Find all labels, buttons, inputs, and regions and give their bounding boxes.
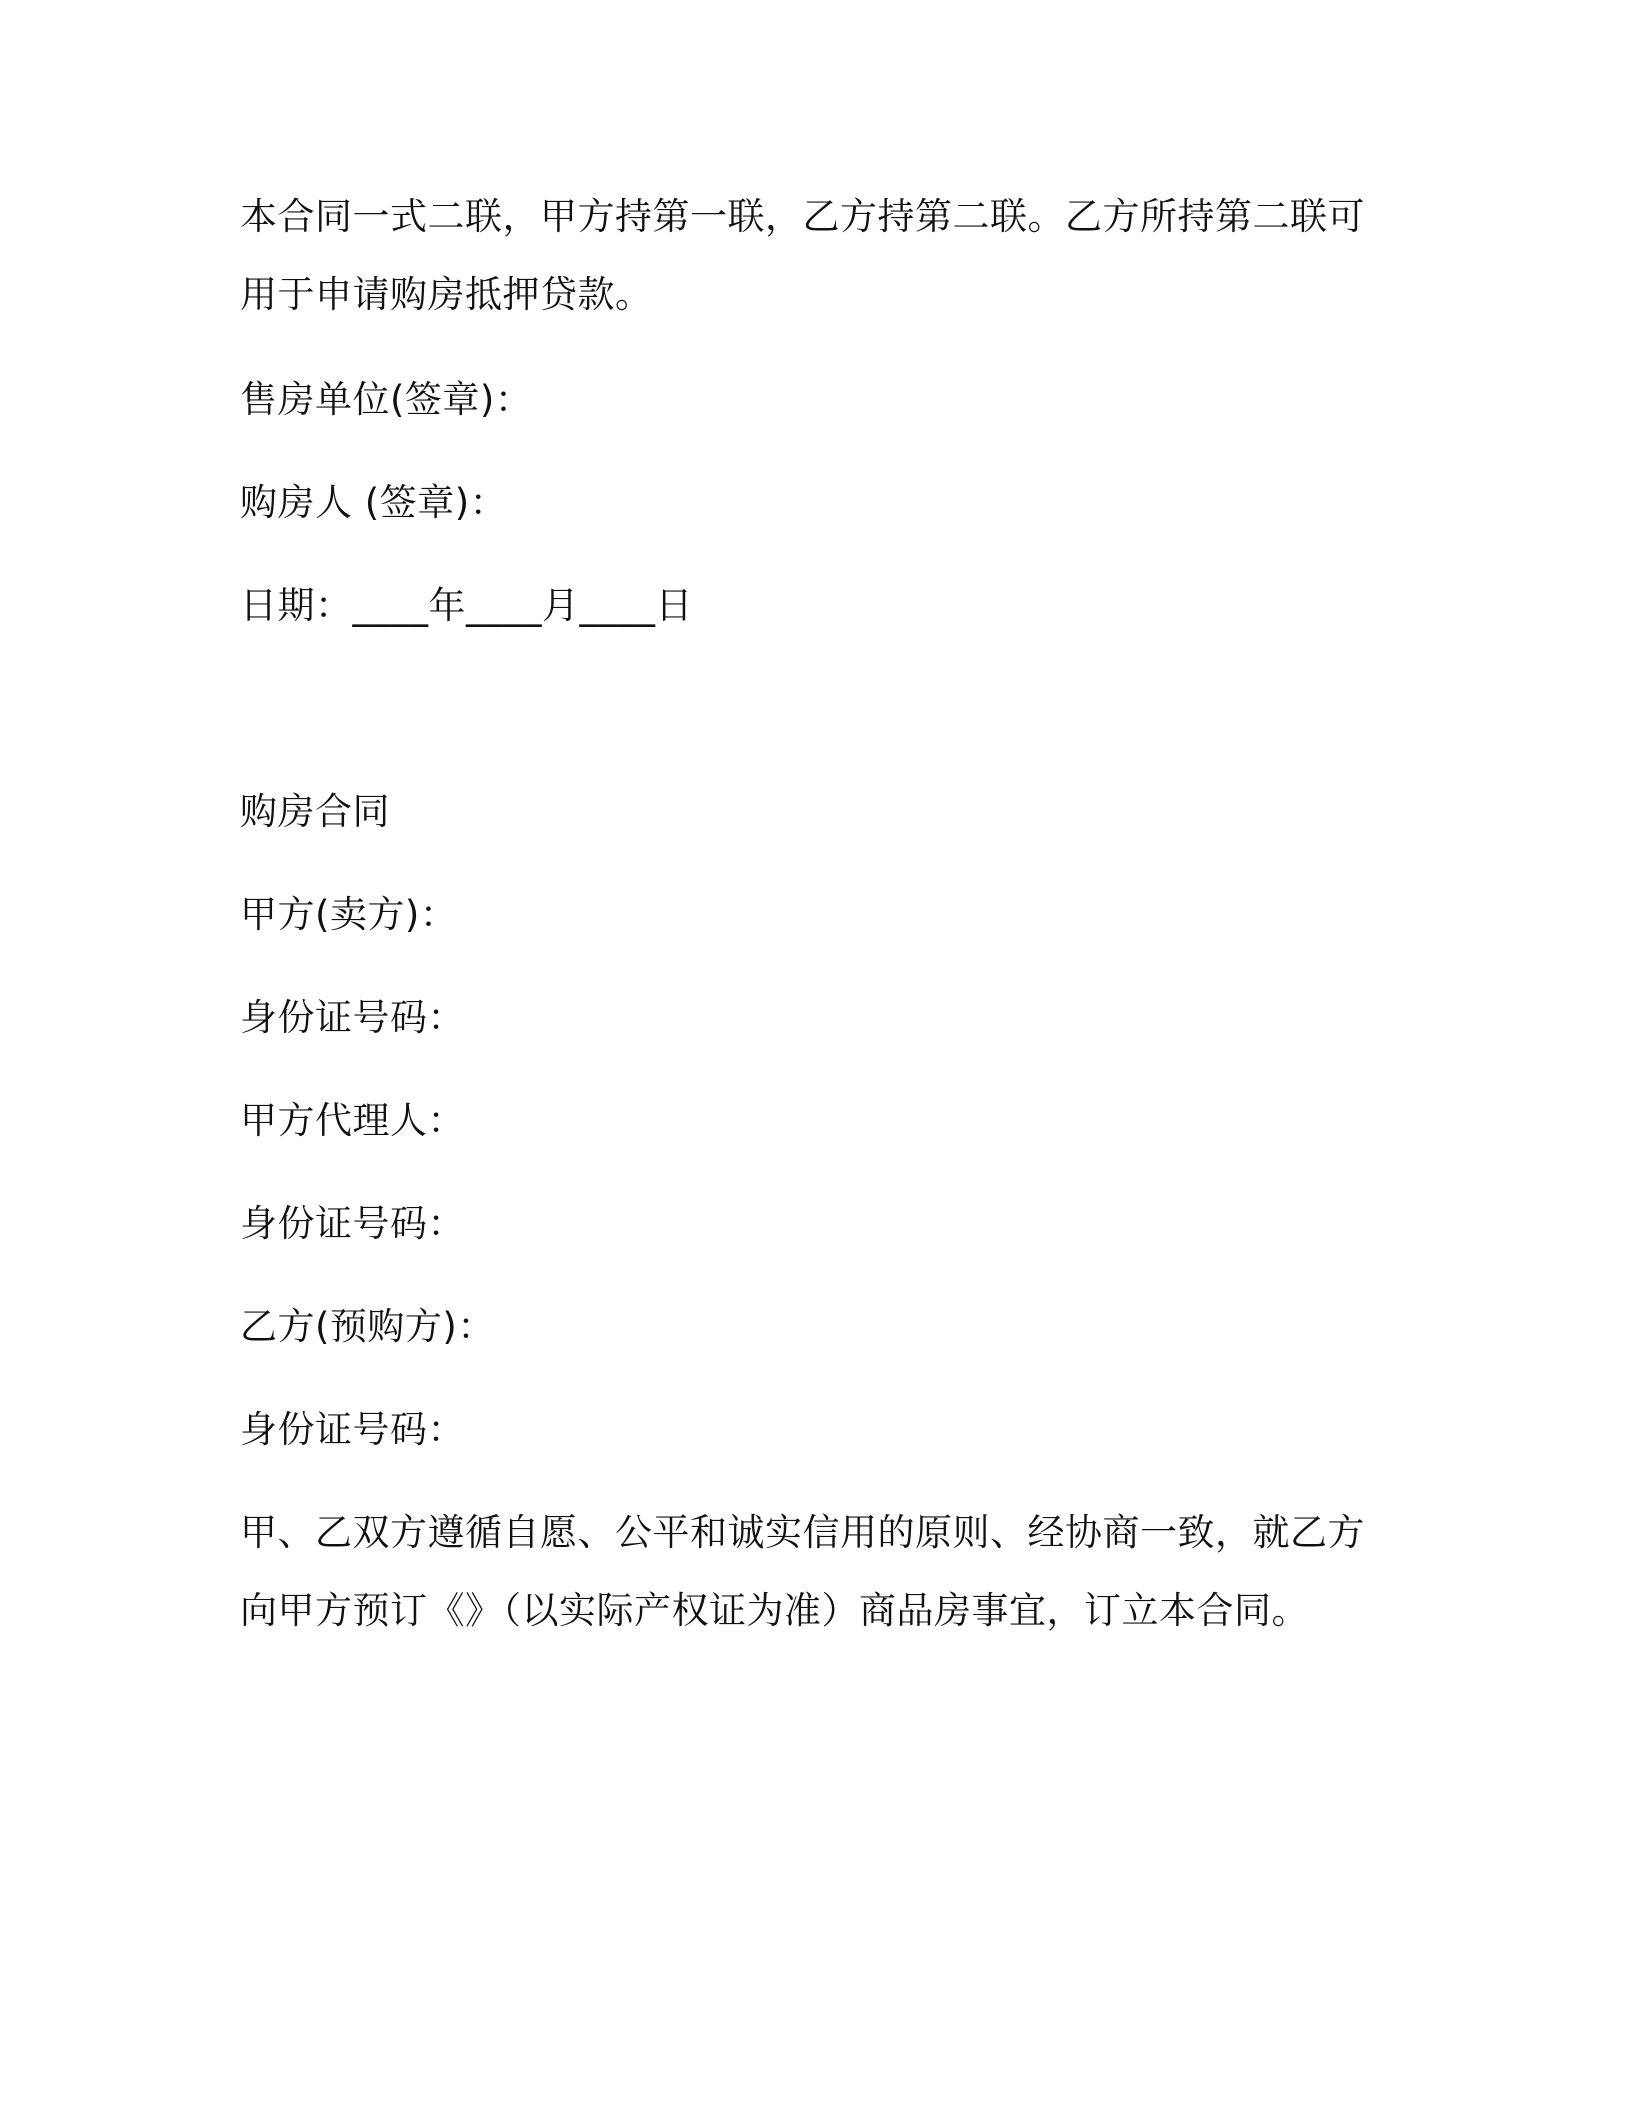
copies-clause-line-1: 本合同一式二联，甲方持第一联，乙方持第二联。乙方所持第二联可 — [240, 195, 1365, 238]
party-a-id-label: 身份证号码： — [240, 996, 465, 1039]
date-line: 日期：____年____月____日 — [240, 584, 693, 627]
buyer-signature-label: 购房人 (签章)： — [240, 481, 508, 524]
party-b-label: 乙方(预购方)： — [240, 1305, 495, 1348]
party-a-agent-label: 甲方代理人： — [240, 1099, 465, 1142]
copies-clause — [240, 178, 1380, 334]
agreement-clause-line-1: 甲、乙双方遵循自愿、公平和诚实信用的原则、经协商一致，就乙方 — [240, 1511, 1365, 1554]
party-a-agent-id-label: 身份证号码： — [240, 1202, 465, 1245]
party-b-id-label: 身份证号码： — [240, 1408, 465, 1451]
agreement-clause-line-2: 向甲方预订《》（以实际产权证为准）商品房事宜，订立本合同。 — [240, 1589, 1309, 1632]
agreement-clause — [240, 1494, 1380, 1650]
seller-signature-label: 售房单位(签章)： — [240, 378, 533, 421]
contract-title: 购房合同 — [240, 790, 390, 833]
copies-clause-line-2: 用于申请购房抵押贷款。 — [240, 273, 653, 316]
party-a-label: 甲方(卖方)： — [240, 893, 458, 936]
